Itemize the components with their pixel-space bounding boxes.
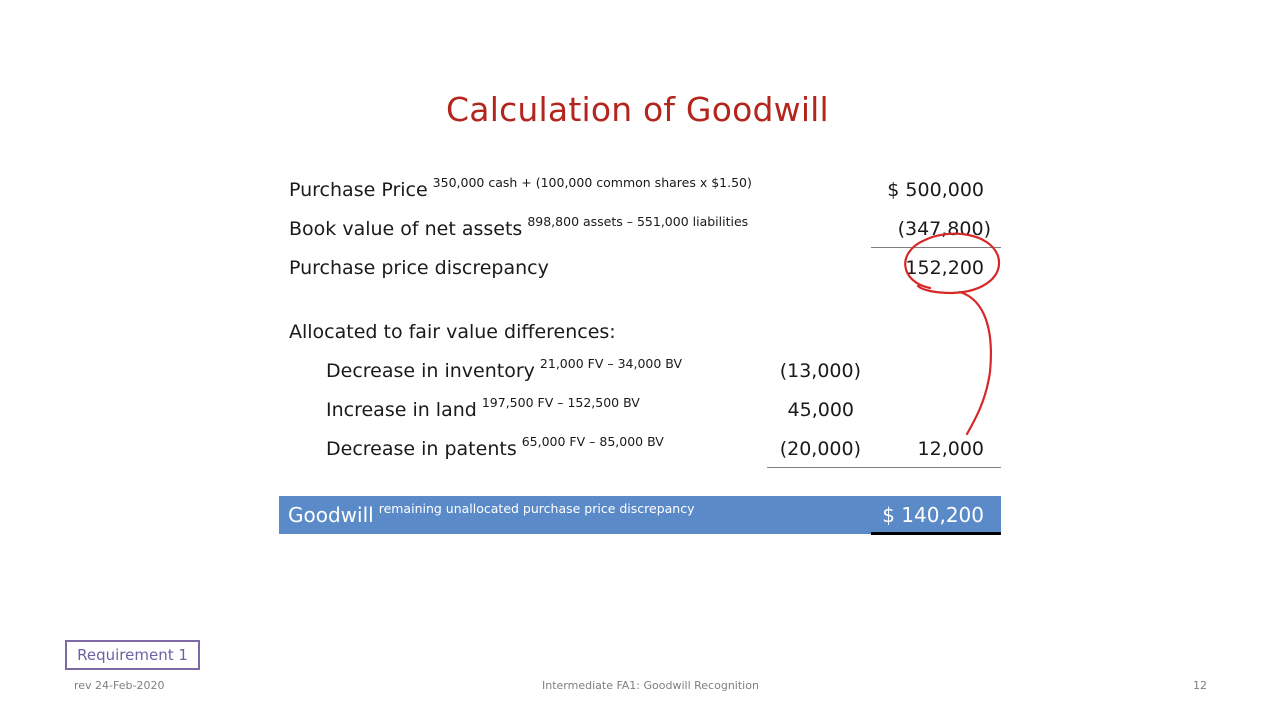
row-amount: 45,000 <box>787 399 854 421</box>
row-label: Book value of net assets $^{898,800 assets - 551,000 liabilities}$ <box>289 214 749 240</box>
row-note: 21,000 FV – 34,000 BV <box>539 356 683 371</box>
ink-connector <box>960 292 991 434</box>
row-note: 898,800 assets – 551,000 liabilities <box>527 214 749 229</box>
footer-course: Intermediate FA1: Goodwill Recognition <box>542 679 759 692</box>
footer-page-number: 12 <box>1193 679 1207 692</box>
row-label: Purchase price discrepancy <box>289 257 549 279</box>
row-note: 350,000 cash + (100,000 common shares x $1.50) <box>432 175 752 190</box>
row-note: 65,000 FV – 85,000 BV <box>521 434 664 449</box>
row-amount: (20,000) <box>779 438 861 460</box>
row-label: Increase in land $^{197,500 FV - 152,500 BV}$ <box>326 395 640 421</box>
row-total: 12,000 <box>917 438 984 460</box>
ink-circle <box>905 234 999 293</box>
row-amount: (13,000) <box>779 360 861 382</box>
goodwill-note: remaining unallocated purchase price discrepancy <box>378 501 695 516</box>
row-total: (347,800) <box>897 218 991 240</box>
requirement-button[interactable]: Requirement 1 <box>65 640 200 670</box>
goodwill-total: $ 140,200 <box>882 503 984 527</box>
goodwill-label: Goodwill $^{remaining unallocated purchase price discrepancy}$ <box>288 501 695 527</box>
row-note: 197,500 FV – 152,500 BV <box>481 395 640 410</box>
row-label: Purchase Price $^{350,000 cash + (100,000 common shares x \$1.50)}$ <box>289 175 752 201</box>
slide-title: Calculation of Goodwill <box>446 90 829 129</box>
row-total: 152,200 <box>905 257 984 279</box>
row-total: $ 500,000 <box>887 179 984 201</box>
row-label: Allocated to fair value differences: <box>289 321 616 343</box>
row-label: Decrease in inventory $^{21,000 FV - 34,000 BV}$ <box>326 356 683 382</box>
row-label: Decrease in patents $^{65,000 FV - 85,000 BV}$ <box>326 434 664 460</box>
footer-revision: rev 24-Feb-2020 <box>74 679 165 692</box>
